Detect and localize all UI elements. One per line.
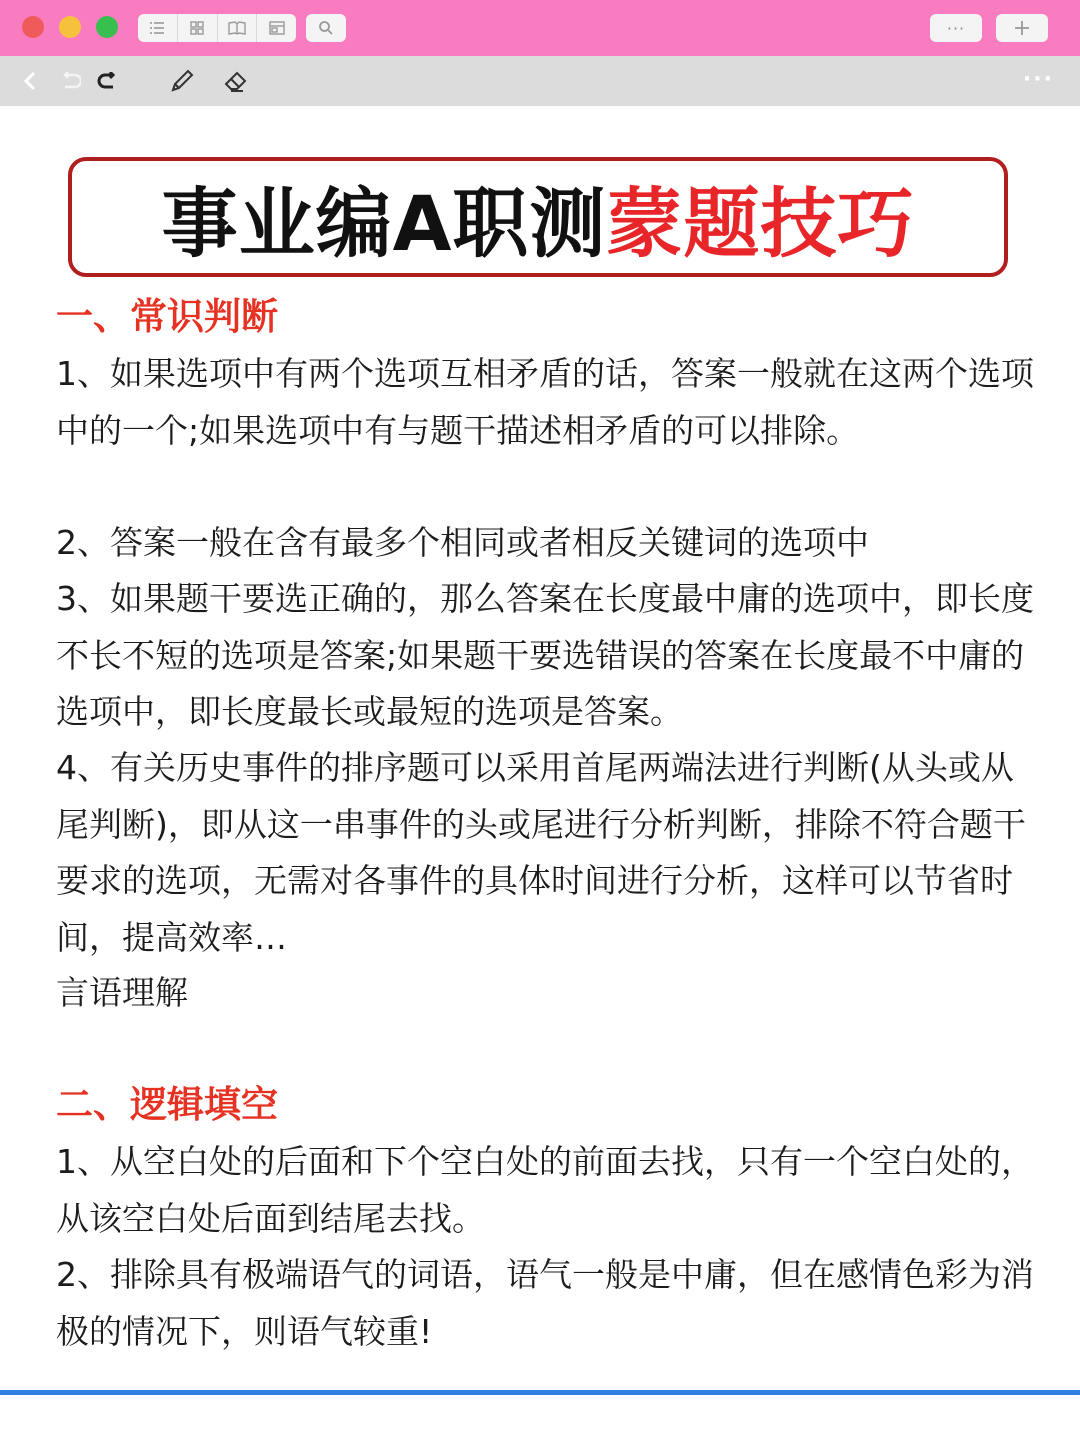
window-titlebar [0,0,1080,56]
back-icon [23,71,37,91]
pencil-icon [169,68,195,94]
window-view-icon[interactable] [257,14,296,42]
title-black-part: 事业编A职测 [161,178,607,268]
more-options-button[interactable]: ··· [930,14,982,42]
undo-button[interactable] [56,67,84,95]
add-page-button[interactable] [996,14,1048,42]
title-red-part: 蒙题技巧 [606,178,915,268]
paragraph-item-4: 4、有关历史事件的排序题可以采用首尾两端法进行判断(从头或从尾判断)，即从这一串事件的头或尾进行分析判断，排除不符合题干要求的选项，无需对各事件的具体时间进行分析，这样可以节省时间，提高效率… [56,748,1026,957]
redo-icon [97,72,119,90]
section-heading-logic-fill: 二、逻辑填空 [56,1083,278,1126]
search-icon [318,20,334,36]
pencil-tool-button[interactable] [168,67,196,95]
paragraph-item-1: 1、如果选项中有两个选项互相矛盾的话，答案一般就在这两个选项中的一个;如果选项中有与题干描述相矛盾的可以排除。 [56,354,1034,450]
eraser-icon [223,68,249,94]
book-view-icon[interactable] [218,14,258,42]
view-mode-group [138,14,296,42]
maximize-window-button[interactable] [96,16,118,38]
section-heading-common-sense: 一、常识判断 [56,295,278,338]
paragraph-fill-item-2: 2、排除具有极端语气的词语，语气一般是中庸，但在感情色彩为消极的情况下，则语气较重! [56,1255,1034,1351]
document-title [68,157,1008,277]
search-button[interactable] [306,14,346,42]
redo-button[interactable] [94,67,122,95]
paragraph-item-3: 3、如果题干要选正确的，那么答案在长度最中庸的选项中，即长度不长不短的选项是答案;如果题干要选错误的答案在长度最不中庸的选项中，即长度最长或最短的选项是答案。 [56,579,1034,731]
back-button[interactable] [16,67,44,95]
page-bottom-divider [0,1390,1080,1395]
plus-icon [1014,20,1030,36]
grid-view-icon[interactable] [178,14,218,42]
undo-icon [59,72,81,90]
editing-toolbar [0,56,1080,106]
paragraph-verbal-understanding: 言语理解 [56,973,188,1012]
paragraph-item-2: 2、答案一般在含有最多个相同或者相反关键词的选项中 [56,523,869,562]
close-window-button[interactable] [22,16,44,38]
eraser-tool-button[interactable] [222,67,250,95]
minimize-window-button[interactable] [59,16,81,38]
list-view-icon[interactable] [138,14,178,42]
toolbar-more-button[interactable]: ··· [1022,67,1054,92]
paragraph-fill-item-1: 1、从空白处的后面和下个空白处的前面去找，只有一个空白处的，从该空白处后面到结尾去找。 [56,1142,1034,1238]
